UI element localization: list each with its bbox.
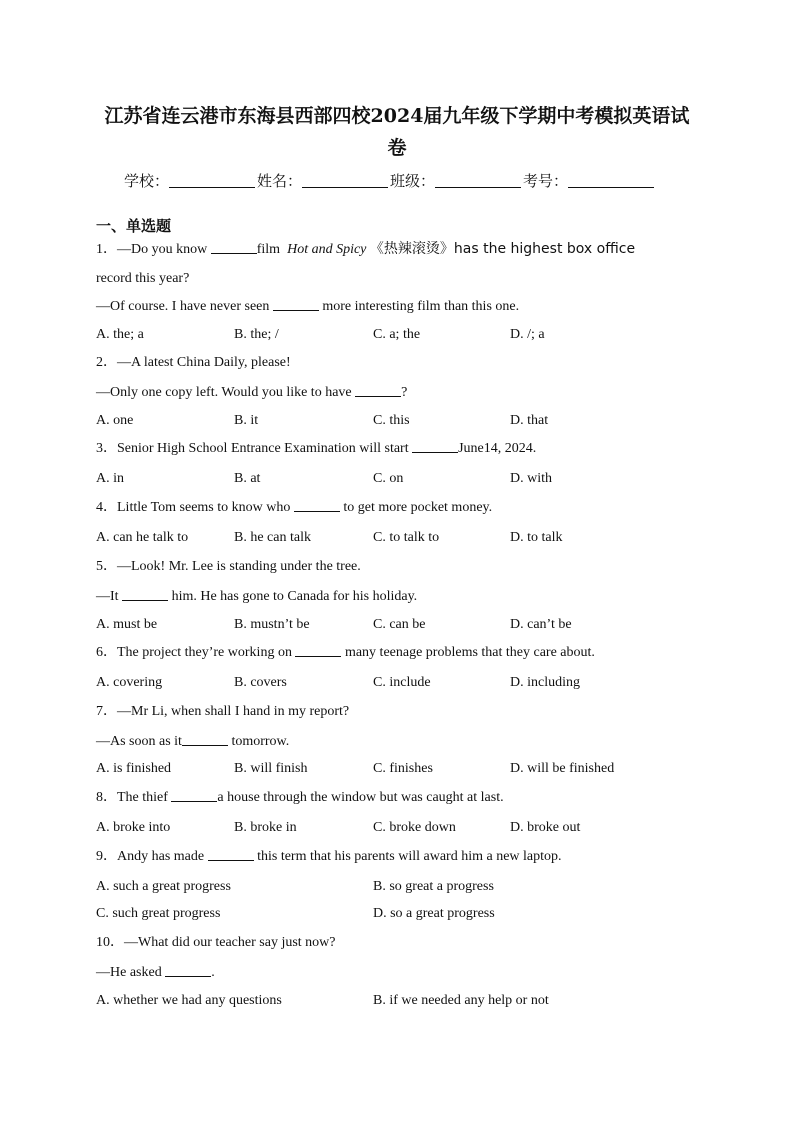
question-8-option-b[interactable]: B. broke in [234,820,297,835]
question-1-option-b[interactable]: B. the; / [234,327,279,342]
question-5-option-d[interactable]: D. can’t be [510,617,572,632]
question-10-option-a[interactable]: A. whether we had any questions [96,993,282,1008]
question-4-stem: 4．Little Tom seems to know who to get more pocket money. [96,500,493,515]
answer-blank [211,241,257,254]
question-6-stem: 6．The project they’re working on many teenage problems that they care about. [96,645,595,660]
question-8-option-a[interactable]: A. broke into [96,820,171,835]
question-3-option-d[interactable]: D. with [510,471,552,486]
school-label: 学校： [124,172,170,190]
question-4-option-a[interactable]: A. can he talk to [96,530,189,545]
question-4-option-b[interactable]: B. he can talk [234,530,311,545]
question-1-stem-cont: record this year? [96,271,190,286]
question-2-dialog: —Only one copy left. Would you like to have ? [96,385,408,400]
class-label: 班级： [390,172,436,190]
question-8-option-c[interactable]: C. broke down [373,820,456,835]
question-4-option-c[interactable]: C. to talk to [373,530,440,545]
question-1-option-a[interactable]: A. the; a [96,327,144,342]
question-5-option-c[interactable]: C. can be [373,617,426,632]
question-9-option-a[interactable]: A. such a great progress [96,879,231,894]
question-5-option-b[interactable]: B. mustn’t be [234,617,310,632]
answer-blank [122,588,168,601]
question-3-stem: 3．Senior High School Entrance Examination will start June14, 2024. [96,441,537,456]
question-7-stem: 7．—Mr Li, when shall I hand in my report? [96,704,350,719]
question-6-option-d[interactable]: D. including [510,675,580,690]
question-9-option-c[interactable]: C. such great progress [96,906,221,921]
answer-blank [355,384,401,397]
exam-title-line-1: 江苏省连云港市东海县西部四校2024届九年级下学期中考模拟英语试 [104,105,690,127]
question-7-option-b[interactable]: B. will finish [234,761,308,776]
school-blank[interactable] [169,173,255,188]
question-1-option-c[interactable]: C. a; the [373,327,421,342]
answer-blank [171,789,217,802]
question-2-option-a[interactable]: A. one [96,413,134,428]
question-3-option-b[interactable]: B. at [234,471,261,486]
question-5-stem: 5．—Look! Mr. Lee is standing under the tree. [96,559,361,574]
question-4-option-d[interactable]: D. to talk [510,530,563,545]
question-10-dialog: —He asked . [96,965,215,980]
question-5-option-a[interactable]: A. must be [96,617,158,632]
question-10-option-b[interactable]: B. if we needed any help or not [373,993,549,1008]
answer-blank [412,440,458,453]
question-9-option-b[interactable]: B. so great a progress [373,879,494,894]
question-8-option-d[interactable]: D. broke out [510,820,581,835]
question-7-option-c[interactable]: C. finishes [373,761,433,776]
question-9-option-d[interactable]: D. so a great progress [373,906,495,921]
question-9-stem: 9．Andy has made this term that his parents will award him a new laptop. [96,849,562,864]
answer-blank [208,848,254,861]
section-heading: 一、单选题 [96,217,172,235]
question-2-stem: 2．—A latest China Daily, please! [96,355,291,370]
question-7-option-d[interactable]: D. will be finished [510,761,615,776]
question-6-option-b[interactable]: B. covers [234,675,287,690]
question-2-option-c[interactable]: C. this [373,413,410,428]
question-6-option-a[interactable]: A. covering [96,675,163,690]
class-blank[interactable] [435,173,521,188]
question-2-option-d[interactable]: D. that [510,413,549,428]
answer-blank [273,298,319,311]
question-5-dialog: —It him. He has gone to Canada for his holiday. [96,589,418,604]
exam-title-line-2: 卷 [387,137,407,159]
answer-blank [295,644,341,657]
name-blank[interactable] [302,173,388,188]
question-3-option-c[interactable]: C. on [373,471,404,486]
answer-blank [165,964,211,977]
question-7-dialog: —As soon as it tomorrow. [96,734,290,749]
student-info-line [124,170,656,191]
number-blank[interactable] [568,173,654,188]
question-1-option-d[interactable]: D. /; a [510,327,545,342]
question-1-dialog: —Of course. I have never seen more interesting film than this one. [96,299,520,314]
question-6-option-c[interactable]: C. include [373,675,431,690]
question-10-stem: 10．—What did our teacher say just now? [96,935,336,950]
question-1-stem: 1．—Do you know film Hot and Spicy 《热辣滚烫》has the highest box office [96,241,636,257]
name-label: 姓名： [257,172,303,190]
question-3-option-a[interactable]: A. in [96,471,124,486]
question-7-option-a[interactable]: A. is finished [96,761,172,776]
question-8-stem: 8．The thief a house through the window but was caught at last. [96,790,504,805]
number-label: 考号： [523,172,569,190]
question-2-option-b[interactable]: B. it [234,413,259,428]
answer-blank [294,499,340,512]
answer-blank [182,733,228,746]
